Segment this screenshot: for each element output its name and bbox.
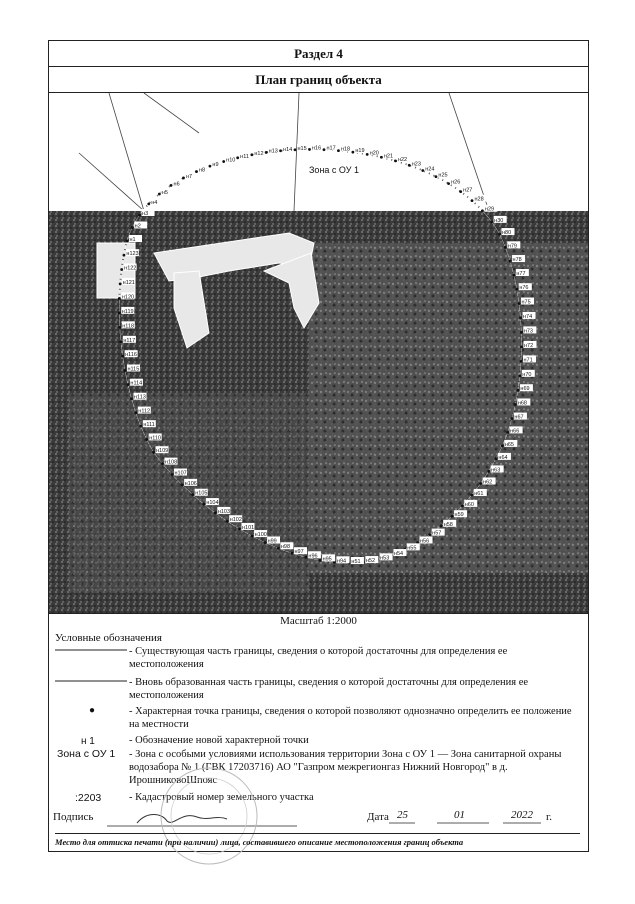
boundary-point-label: н113: [134, 394, 146, 401]
boundary-point: [461, 505, 464, 508]
year-suffix: г.: [546, 811, 553, 823]
boundary-point: [118, 311, 121, 314]
boundary-point-label: н116: [125, 352, 137, 359]
boundary-point-label: н25: [438, 172, 448, 179]
boundary-point: [250, 153, 253, 156]
boundary-point-label: н9: [212, 162, 219, 169]
boundary-point-label: н60: [464, 501, 474, 508]
boundary-point-label: н118: [122, 323, 135, 330]
boundary-point-label: н68: [517, 400, 527, 407]
date-year: 2022: [511, 809, 533, 821]
legend-new: - Вновь образованная часть границы, сведения о которой достаточны для определения ее местоположения: [129, 677, 529, 701]
boundary-point: [428, 533, 431, 536]
boundary-point: [118, 326, 121, 329]
boundary-point: [120, 268, 123, 271]
new-boundary-symbol: [55, 678, 127, 684]
stamp-place-note: Место для оттиска печати (при наличии) лица, составившего описание местоположения границ объекта: [55, 833, 580, 847]
boundary-point: [127, 383, 130, 386]
boundary-point-label: н1: [129, 237, 136, 243]
boundary-point: [519, 317, 522, 320]
boundary-point-label: н97: [294, 549, 304, 556]
cadastral-symbol: :2203: [75, 792, 102, 804]
existing-boundary-symbol: [55, 647, 127, 653]
boundary-point: [119, 282, 122, 285]
boundary-point: [121, 355, 124, 358]
boundary-point-label: н7: [185, 173, 193, 180]
boundary-point: [294, 148, 297, 151]
boundary-point: [138, 214, 141, 217]
boundary-point-label: н79: [507, 243, 517, 250]
legend-existing: - Существующая часть границы, сведения о которой достаточны для определения ее местоположения: [129, 646, 508, 670]
boundary-point: [118, 297, 121, 300]
boundary-point-label: н75: [521, 299, 531, 306]
boundary-point-label: н77: [516, 271, 526, 278]
boundary-point-label: н51: [351, 558, 361, 565]
boundary-point-label: н59: [454, 512, 464, 519]
boundary-point-label: н63: [491, 467, 501, 474]
boundary-point-label: н54: [393, 551, 404, 558]
document-frame: [48, 40, 589, 852]
boundary-point-label: н5: [161, 189, 168, 196]
boundary-point: [123, 254, 126, 257]
boundary-point-label: н76: [519, 285, 529, 292]
boundary-point-label: н95: [322, 556, 332, 563]
boundary-point: [152, 451, 155, 454]
boundary-point: [323, 148, 326, 151]
boundary-point-label: н11: [240, 153, 249, 160]
boundary-point: [520, 331, 523, 334]
point-symbol: ●: [89, 705, 96, 716]
boundary-point-label: н28: [474, 196, 484, 203]
boundary-point: [440, 524, 443, 527]
map-blank-area: [49, 93, 588, 211]
boundary-point: [504, 246, 507, 249]
legend-point: - Характерная точка границы, сведения о которой позволяют однозначно определить ее положение на местности: [129, 706, 572, 730]
boundary-point: [238, 528, 241, 531]
boundary-point: [514, 403, 517, 406]
boundary-point: [131, 226, 134, 229]
boundary-point: [380, 156, 383, 159]
legend-title: Условные обозначения: [55, 632, 162, 644]
boundary-point: [236, 156, 239, 159]
stamp-seal: [154, 761, 264, 871]
boundary-point-label: н120: [121, 294, 135, 301]
boundary-point-label: н123: [126, 251, 139, 258]
boundary-point-label: н70: [522, 371, 532, 378]
boundary-point: [191, 493, 194, 496]
boundary-point: [470, 494, 473, 497]
boundary-point-label: н102: [229, 517, 242, 524]
boundary-point-label: н112: [138, 408, 151, 415]
boundary-point-label: н111: [143, 422, 155, 429]
boundary-point: [130, 397, 133, 400]
boundary-point-label: н99: [267, 538, 277, 545]
boundary-point-label: н2: [134, 223, 141, 230]
map-area: [49, 93, 588, 614]
boundary-point-label: н12: [254, 150, 264, 157]
boundary-point-label: н119: [121, 308, 134, 315]
boundary-point-label: н3: [142, 211, 149, 218]
boundary-point-label: н13: [268, 148, 278, 155]
boundary-point: [147, 202, 150, 205]
boundary-point-label: н117: [123, 337, 136, 344]
boundary-point: [134, 411, 137, 414]
boundary-point: [182, 177, 185, 180]
boundary-point-label: н100: [254, 532, 267, 539]
boundary-point: [319, 559, 322, 562]
boundary-point-label: н73: [523, 328, 533, 335]
boundary-point-label: н109: [156, 448, 169, 455]
boundary-point: [509, 260, 512, 263]
boundary-point: [471, 199, 474, 202]
boundary-point-label: н103: [217, 508, 231, 515]
date-label: Дата: [367, 811, 389, 823]
boundary-point-label: н114: [130, 380, 143, 387]
boundary-point: [520, 346, 523, 349]
boundary-point: [145, 438, 148, 441]
date-day: 25: [397, 809, 408, 821]
boundary-point-label: н26: [451, 179, 461, 186]
boundary-point-label: н107: [174, 470, 187, 477]
boundary-point: [511, 417, 514, 420]
boundary-point: [277, 547, 280, 550]
boundary-point-label: н14: [283, 146, 293, 153]
boundary-point: [139, 425, 142, 428]
boundary-point: [222, 160, 225, 163]
boundary-point-label: н71: [523, 357, 533, 364]
boundary-point: [366, 153, 369, 156]
boundary-point: [251, 535, 254, 538]
boundary-point-label: н4: [151, 199, 158, 206]
boundary-point-label: н94: [336, 558, 347, 565]
boundary-point-label: н24: [425, 166, 435, 173]
boundary-point-label: н98: [280, 544, 291, 551]
boundary-point-label: н23: [411, 161, 421, 168]
boundary-point: [501, 444, 504, 447]
boundary-point: [202, 503, 205, 506]
boundary-point-label: н106: [184, 480, 197, 487]
boundary-point: [124, 369, 127, 372]
boundary-point: [158, 193, 161, 196]
boundary-point: [518, 374, 521, 377]
plan-title: План границ объекта: [49, 67, 588, 93]
boundary-point-label: н61: [474, 490, 484, 497]
date-month: 01: [454, 809, 465, 821]
boundary-point-label: н30: [494, 217, 504, 224]
signature-label: Подпись: [53, 811, 94, 823]
boundary-point-label: н66: [510, 428, 520, 435]
boundary-point-label: н52: [365, 558, 376, 565]
boundary-point: [515, 288, 518, 291]
legend-zone: - Зона с особыми условиями использования территории Зона с ОУ 1 — Зона санитарной охраны водозабора № 1 (ГВК 17203716) АО "Газпром межрегионгаз Нижний Новгород" в д. ИрошниковоШпояс: [129, 749, 562, 786]
boundary-point-label: н122: [124, 265, 137, 272]
boundary-point: [171, 473, 174, 476]
boundary-point: [226, 520, 229, 523]
boundary-point: [506, 431, 509, 434]
boundary-point: [498, 233, 501, 236]
boundary-point-label: н29: [484, 206, 495, 213]
boundary-point: [279, 149, 282, 152]
boundary-point: [408, 164, 411, 167]
boundary-point-label: н27: [463, 187, 473, 194]
boundary-point: [170, 184, 173, 187]
boundary-point: [451, 515, 454, 518]
boundary-point-label: н74: [523, 313, 533, 320]
boundary-point-label: н115: [127, 366, 140, 373]
boundary-point: [308, 148, 311, 151]
boundary-point: [394, 160, 397, 163]
boundary-point-label: н20: [369, 150, 379, 157]
boundary-point: [161, 462, 164, 465]
boundary-point: [265, 151, 268, 154]
boundary-point: [209, 165, 212, 168]
boundary-point: [291, 552, 294, 555]
boundary-point-label: н80: [502, 230, 512, 237]
boundary-point: [518, 302, 521, 305]
boundary-point: [435, 175, 438, 178]
boundary-point-label: н62: [483, 479, 493, 486]
boundary-point-label: н121: [122, 279, 135, 286]
boundary-point-label: н17: [326, 145, 336, 152]
section-title: Раздел 4: [49, 41, 588, 67]
boundary-point-label: н19: [355, 148, 365, 155]
zone-label: Зона с ОУ 1: [309, 165, 359, 175]
boundary-point-label: н6: [173, 181, 180, 188]
boundary-point-label: н108: [164, 459, 178, 466]
boundary-point: [181, 483, 184, 486]
boundary-point: [481, 209, 484, 212]
boundary-point: [447, 182, 450, 185]
boundary-point: [421, 169, 424, 172]
boundary-point: [495, 457, 498, 460]
boundary-point-label: н67: [514, 414, 524, 421]
boundary-point-label: н101: [241, 524, 255, 531]
legend-new-point: - Обозначение новой характерной точки: [129, 735, 309, 746]
boundary-point-label: н15: [297, 145, 307, 152]
boundary-point: [195, 170, 198, 173]
boundary-point-label: н16: [312, 145, 322, 152]
scale-label: Масштаб 1:2000: [280, 615, 357, 627]
boundary-point-label: н8: [198, 167, 206, 174]
boundary-point-label: н21: [383, 153, 394, 160]
boundary-point-label: н57: [432, 530, 442, 537]
boundary-point: [520, 360, 523, 363]
boundary-point: [351, 151, 354, 154]
boundary-point: [264, 541, 267, 544]
boundary-point-label: н110: [149, 435, 162, 442]
boundary-point-label: н105: [195, 490, 208, 497]
boundary-point-label: н65: [504, 441, 514, 448]
boundary-point-label: н69: [520, 386, 530, 393]
boundary-point-label: н55: [407, 545, 417, 552]
boundary-point: [305, 556, 308, 559]
map-svg: [49, 93, 588, 613]
boundary-point-label: н53: [380, 555, 390, 562]
boundary-point-label: н22: [397, 156, 408, 163]
legend-cadastral: - Кадастровый номер земельного участка: [129, 792, 314, 803]
boundary-point: [214, 512, 217, 515]
boundary-point: [517, 389, 520, 392]
boundary-point-label: н10: [226, 157, 236, 164]
boundary-point: [490, 220, 493, 223]
date-underlines: [389, 821, 549, 825]
boundary-point-label: н78: [512, 257, 522, 264]
boundary-point-label: н56: [420, 538, 430, 545]
zone-symbol: Зона с ОУ 1: [57, 748, 116, 760]
boundary-point: [512, 274, 515, 277]
boundary-point: [119, 340, 122, 343]
boundary-point: [337, 149, 340, 152]
boundary-point: [487, 470, 490, 473]
boundary-point-label: н104: [206, 500, 219, 507]
boundary-point-label: н58: [443, 521, 453, 528]
boundary-point-label: н64: [498, 454, 508, 461]
new-point-symbol: н 1: [81, 736, 95, 747]
boundary-point: [459, 190, 462, 193]
boundary-point: [126, 240, 129, 243]
boundary-point-label: н72: [523, 342, 534, 349]
boundary-point-label: н96: [308, 553, 318, 560]
boundary-point: [479, 482, 482, 485]
boundary-point-label: н18: [340, 146, 351, 153]
